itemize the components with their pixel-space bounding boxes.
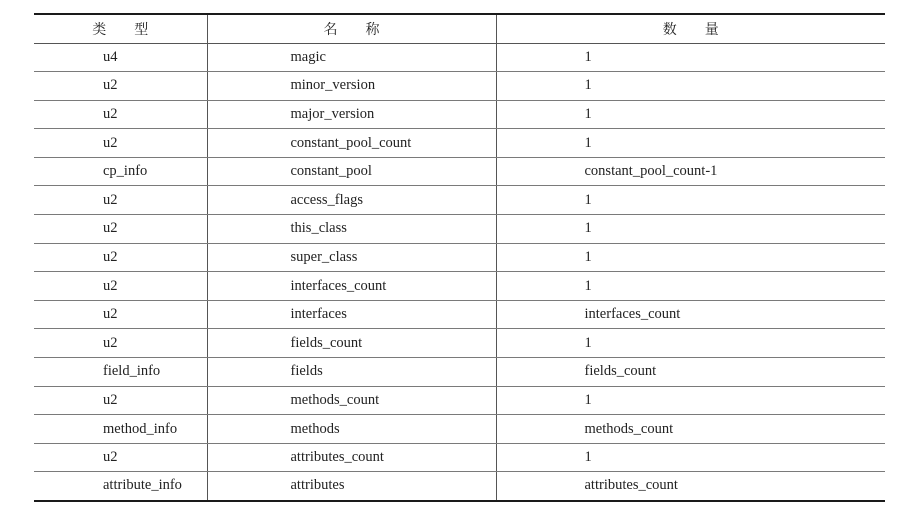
cell-count: 1 <box>496 43 885 72</box>
cell-name: magic <box>207 43 496 72</box>
cell-name: methods_count <box>207 386 496 415</box>
cell-name: interfaces <box>207 300 496 329</box>
cell-type: u2 <box>34 243 207 272</box>
cell-name: attributes <box>207 472 496 501</box>
cell-count: 1 <box>496 186 885 215</box>
cell-name: access_flags <box>207 186 496 215</box>
cell-type: u2 <box>34 72 207 101</box>
cell-type: u2 <box>34 215 207 244</box>
cell-name: constant_pool <box>207 157 496 186</box>
cell-count: 1 <box>496 129 885 158</box>
cell-name: major_version <box>207 100 496 129</box>
table-row <box>34 415 885 444</box>
cell-count: 1 <box>496 272 885 301</box>
table-row <box>34 129 885 158</box>
cell-count: attributes_count <box>496 472 885 501</box>
cell-name: interfaces_count <box>207 272 496 301</box>
table-row <box>34 43 885 72</box>
cell-count: methods_count <box>496 415 885 444</box>
table-row <box>34 272 885 301</box>
table-row <box>34 300 885 329</box>
cell-name: super_class <box>207 243 496 272</box>
cell-type: u2 <box>34 329 207 358</box>
table-row <box>34 386 885 415</box>
table-row <box>34 358 885 387</box>
cell-count: 1 <box>496 72 885 101</box>
cell-count: 1 <box>496 215 885 244</box>
table-body <box>34 43 885 501</box>
cell-count: fields_count <box>496 358 885 387</box>
table-header <box>34 14 885 43</box>
cell-type: attribute_info <box>34 472 207 501</box>
table-row <box>34 472 885 501</box>
table-row <box>34 157 885 186</box>
cell-count: 1 <box>496 443 885 472</box>
cell-count: constant_pool_count-1 <box>496 157 885 186</box>
cell-count: 1 <box>496 243 885 272</box>
cell-count: 1 <box>496 329 885 358</box>
cell-name: this_class <box>207 215 496 244</box>
cell-type: u2 <box>34 129 207 158</box>
table-row <box>34 243 885 272</box>
cell-name: fields <box>207 358 496 387</box>
cell-name: fields_count <box>207 329 496 358</box>
cell-type: field_info <box>34 358 207 387</box>
table-row <box>34 443 885 472</box>
cell-type: u2 <box>34 443 207 472</box>
class-file-structure-table-container <box>34 13 885 502</box>
cell-name: methods <box>207 415 496 444</box>
cell-name: attributes_count <box>207 443 496 472</box>
cell-name: minor_version <box>207 72 496 101</box>
table-row <box>34 215 885 244</box>
table-row <box>34 186 885 215</box>
header-count: 数 量 <box>496 14 885 43</box>
cell-type: u2 <box>34 386 207 415</box>
header-type: 类 型 <box>34 14 207 43</box>
cell-type: u2 <box>34 300 207 329</box>
cell-type: method_info <box>34 415 207 444</box>
class-file-structure-table <box>34 13 885 502</box>
table-row <box>34 100 885 129</box>
cell-type: u2 <box>34 100 207 129</box>
table-row <box>34 329 885 358</box>
header-row <box>34 14 885 43</box>
cell-count: 1 <box>496 386 885 415</box>
cell-count: 1 <box>496 100 885 129</box>
cell-name: constant_pool_count <box>207 129 496 158</box>
cell-type: u4 <box>34 43 207 72</box>
header-name: 名 称 <box>207 14 496 43</box>
cell-type: u2 <box>34 272 207 301</box>
cell-count: interfaces_count <box>496 300 885 329</box>
cell-type: u2 <box>34 186 207 215</box>
cell-type: cp_info <box>34 157 207 186</box>
table-row <box>34 72 885 101</box>
